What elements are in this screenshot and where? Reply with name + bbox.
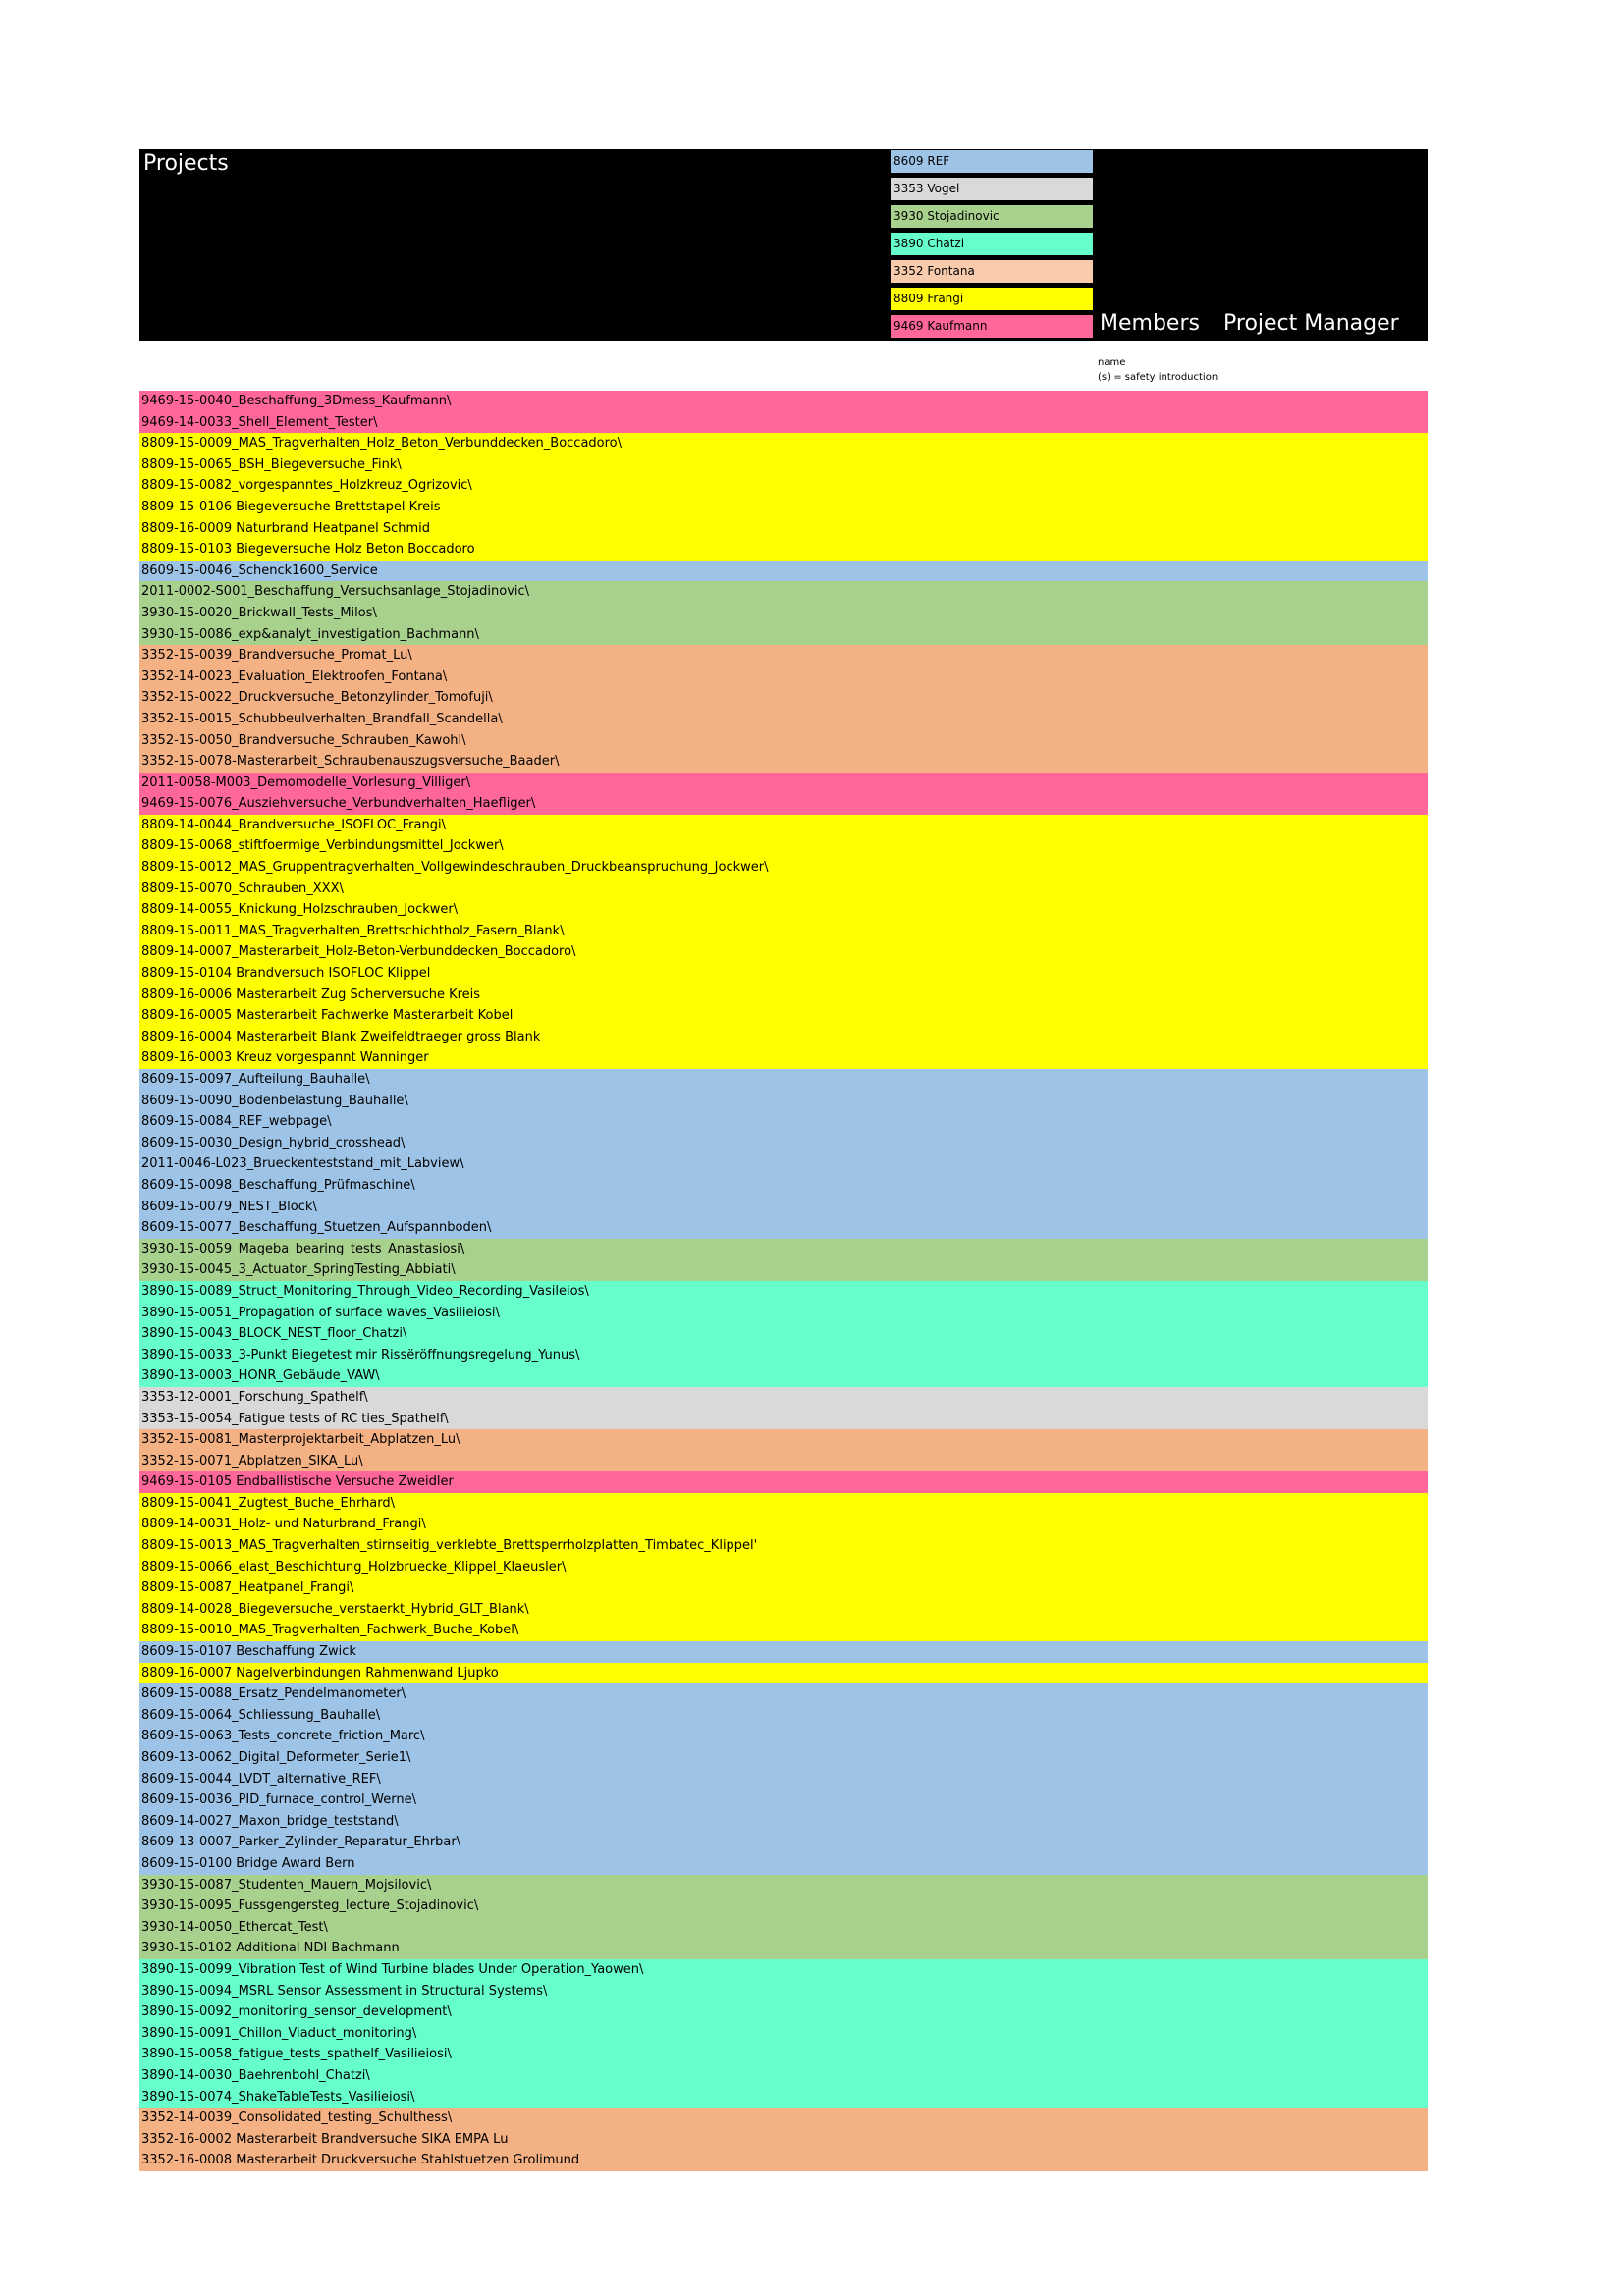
legend-item-3930: 3930 Stojadinovic [890,204,1094,229]
project-row[interactable]: 3352-15-0071_Abplatzen_SIKA_Lu\ [139,1451,1428,1472]
project-row[interactable]: 8609-15-0097_Aufteilung_Bauhalle\ [139,1069,1428,1091]
project-row[interactable]: 3352-15-0022_Druckversuche_Betonzylinder_Tomofuji\ [139,687,1428,709]
project-row[interactable]: 8809-14-0031_Holz- und Naturbrand_Frangi\ [139,1514,1428,1535]
project-row[interactable]: 3890-14-0030_Baehrenbohl_Chatzi\ [139,2065,1428,2087]
project-row[interactable]: 3930-14-0050_Ethercat_Test\ [139,1917,1428,1939]
legend-item-3352: 3352 Fontana [890,259,1094,284]
project-row[interactable]: 3890-15-0043_BLOCK_NEST_floor_Chatzi\ [139,1323,1428,1345]
project-row[interactable]: 8809-15-0087_Heatpanel_Frangi\ [139,1577,1428,1599]
members-column-label: Members [1100,311,1200,336]
project-row[interactable]: 9469-14-0033_Shell_Element_Tester\ [139,412,1428,434]
project-row[interactable]: 8809-16-0005 Masterarbeit Fachwerke Masterarbeit Kobel [139,1005,1428,1027]
project-row[interactable]: 8809-15-0104 Brandversuch ISOFLOC Klippel [139,963,1428,985]
project-row[interactable]: 8809-15-0065_BSH_Biegeversuche_Fink\ [139,454,1428,476]
project-row[interactable]: 3352-15-0078-Masterarbeit_Schraubenauszugsversuche_Baader\ [139,751,1428,773]
project-row[interactable]: 8809-16-0007 Nagelverbindungen Rahmenwand Ljupko [139,1663,1428,1684]
project-row[interactable]: 2011-0046-L023_Brueckenteststand_mit_Labview\ [139,1153,1428,1175]
project-row[interactable]: 3930-15-0087_Studenten_Mauern_Mojsilovic\ [139,1875,1428,1896]
project-row[interactable]: 8609-15-0100 Bridge Award Bern [139,1853,1428,1875]
project-row[interactable]: 3890-15-0051_Propagation of surface waves_Vasilieiosi\ [139,1303,1428,1324]
project-row[interactable]: 8609-15-0098_Beschaffung_Prüfmaschine\ [139,1175,1428,1197]
project-row[interactable]: 8809-15-0041_Zugtest_Buche_Ehrhard\ [139,1493,1428,1515]
legend-item-3890: 3890 Chatzi [890,232,1094,256]
project-row[interactable]: 8609-15-0090_Bodenbelastung_Bauhalle\ [139,1091,1428,1112]
project-row[interactable]: 8609-15-0077_Beschaffung_Stuetzen_Aufspannboden\ [139,1217,1428,1239]
project-row[interactable]: 8609-13-0062_Digital_Deformeter_Serie1\ [139,1747,1428,1769]
project-row[interactable]: 3890-15-0033_3-Punkt Biegetest mir Rissëröffnungsregelung_Yunus\ [139,1345,1428,1366]
project-row[interactable]: 8809-15-0013_MAS_Tragverhalten_stirnseitig_verklebte_Brettsperrholzplatten_Timbatec_Klippel' [139,1535,1428,1557]
color-legend [890,149,1094,339]
project-row[interactable]: 8609-15-0063_Tests_concrete_friction_Marc\ [139,1726,1428,1747]
project-row[interactable]: 9469-15-0040_Beschaffung_3Dmess_Kaufmann\ [139,391,1428,412]
project-row[interactable]: 8809-14-0007_Masterarbeit_Holz-Beton-Verbunddecken_Boccadoro\ [139,941,1428,963]
project-row[interactable]: 8609-15-0079_NEST_Block\ [139,1197,1428,1218]
project-row[interactable]: 3890-15-0058_fatigue_tests_spathelf_Vasilieiosi\ [139,2044,1428,2065]
project-row[interactable]: 3890-13-0003_HONR_Gebäude_VAW\ [139,1365,1428,1387]
project-row[interactable]: 3353-15-0054_Fatigue tests of RC ties_Spathelf\ [139,1409,1428,1430]
note-name: name [1098,357,1126,368]
page-title: Projects [143,151,229,176]
project-row[interactable]: 8809-15-0103 Biegeversuche Holz Beton Boccadoro [139,539,1428,561]
project-row[interactable]: 8809-15-0012_MAS_Gruppentragverhalten_Vollgewindeschrauben_Druckbeanspruchung_Jockwer\ [139,857,1428,879]
project-row[interactable]: 3352-15-0015_Schubbeulverhalten_Brandfall_Scandella\ [139,709,1428,730]
legend-item-8809: 8809 Frangi [890,287,1094,311]
project-row[interactable]: 8609-15-0084_REF_webpage\ [139,1111,1428,1133]
note-safety-introduction: (s) = safety introduction [1098,372,1218,383]
project-row[interactable]: 8809-16-0006 Masterarbeit Zug Scherversuche Kreis [139,985,1428,1006]
project-row[interactable]: 8609-15-0107 Beschaffung Zwick [139,1641,1428,1663]
project-row[interactable]: 9469-15-0076_Ausziehversuche_Verbundverhalten_Haefliger\ [139,793,1428,815]
projects-list [139,391,1428,2171]
project-row[interactable]: 8809-15-0070_Schrauben_XXX\ [139,879,1428,900]
project-row[interactable]: 8609-13-0007_Parker_Zylinder_Reparatur_Ehrbar\ [139,1832,1428,1853]
project-row[interactable]: 8609-15-0036_PID_furnace_control_Werne\ [139,1789,1428,1811]
project-row[interactable]: 8609-14-0027_Maxon_bridge_teststand\ [139,1811,1428,1833]
project-row[interactable]: 3352-16-0002 Masterarbeit Brandversuche SIKA EMPA Lu [139,2129,1428,2151]
project-row[interactable]: 3352-15-0081_Masterprojektarbeit_Abplatzen_Lu\ [139,1429,1428,1451]
project-row[interactable]: 8809-15-0068_stiftfoermige_Verbindungsmittel_Jockwer\ [139,835,1428,857]
project-row[interactable]: 3930-15-0086_exp&analyt_investigation_Bachmann\ [139,624,1428,646]
project-row[interactable]: 8809-16-0003 Kreuz vorgespannt Wanninger [139,1047,1428,1069]
project-row[interactable]: 8609-15-0044_LVDT_alternative_REF\ [139,1769,1428,1790]
project-row[interactable]: 3352-14-0039_Consolidated_testing_Schulthess\ [139,2108,1428,2129]
legend-item-3353: 3353 Vogel [890,177,1094,201]
legend-item-9469: 9469 Kaufmann [890,314,1094,339]
project-row[interactable]: 3352-15-0050_Brandversuche_Schrauben_Kawohl\ [139,730,1428,752]
project-row[interactable]: 8809-14-0044_Brandversuche_ISOFLOC_Frangi\ [139,815,1428,836]
project-row[interactable]: 3930-15-0020_Brickwall_Tests_Milos\ [139,603,1428,624]
project-row[interactable]: 3890-15-0099_Vibration Test of Wind Turbine blades Under Operation_Yaowen\ [139,1959,1428,1981]
project-row[interactable]: 3352-14-0023_Evaluation_Elektroofen_Fontana\ [139,667,1428,688]
project-row[interactable]: 3352-15-0039_Brandversuche_Promat_Lu\ [139,645,1428,667]
project-row[interactable]: 8809-15-0066_elast_Beschichtung_Holzbruecke_Klippel_Klaeusler\ [139,1557,1428,1578]
project-row[interactable]: 3352-16-0008 Masterarbeit Druckversuche Stahlstuetzen Grolimund [139,2150,1428,2171]
projects-sheet [139,149,1428,2168]
project-row[interactable]: 3930-15-0045_3_Actuator_SpringTesting_Abbiati\ [139,1259,1428,1281]
legend-item-8609: 8609 REF [890,149,1094,174]
project-row[interactable]: 3890-15-0089_Struct_Monitoring_Through_Video_Recording_Vasileios\ [139,1281,1428,1303]
project-manager-column-label: Project Manager [1223,311,1399,336]
project-row[interactable]: 8609-15-0030_Design_hybrid_crosshead\ [139,1133,1428,1154]
header-block [139,149,1428,341]
project-row[interactable]: 8609-15-0064_Schliessung_Bauhalle\ [139,1705,1428,1727]
project-row[interactable]: 8809-15-0011_MAS_Tragverhalten_Brettschichtholz_Fasern_Blank\ [139,921,1428,942]
project-row[interactable]: 8809-15-0009_MAS_Tragverhalten_Holz_Beton_Verbunddecken_Boccadoro\ [139,433,1428,454]
project-row[interactable]: 2011-0058-M003_Demomodelle_Vorlesung_Villiger\ [139,773,1428,794]
project-row[interactable]: 8809-16-0004 Masterarbeit Blank Zweifeldtraeger gross Blank [139,1027,1428,1048]
legend-notes [1098,355,1218,385]
project-row[interactable]: 8809-15-0082_vorgespanntes_Holzkreuz_Ogrizovic\ [139,475,1428,497]
project-row[interactable]: 9469-15-0105 Endballistische Versuche Zweidler [139,1471,1428,1493]
project-row[interactable]: 8809-14-0055_Knickung_Holzschrauben_Jockwer\ [139,899,1428,921]
project-row[interactable]: 2011-0002-S001_Beschaffung_Versuchsanlage_Stojadinovic\ [139,581,1428,603]
project-row[interactable]: 8809-14-0028_Biegeversuche_verstaerkt_Hybrid_GLT_Blank\ [139,1599,1428,1621]
project-row[interactable]: 3930-15-0059_Mageba_bearing_tests_Anastasiosi\ [139,1239,1428,1260]
project-row[interactable]: 3890-15-0091_Chillon_Viaduct_monitoring\ [139,2023,1428,2045]
project-row[interactable]: 3890-15-0074_ShakeTableTests_Vasilieiosi\ [139,2087,1428,2109]
project-row[interactable]: 8809-15-0106 Biegeversuche Brettstapel Kreis [139,497,1428,518]
project-row[interactable]: 8809-16-0009 Naturbrand Heatpanel Schmid [139,518,1428,540]
project-row[interactable]: 8609-15-0088_Ersatz_Pendelmanometer\ [139,1683,1428,1705]
project-row[interactable]: 3890-15-0094_MSRL Sensor Assessment in Structural Systems\ [139,1981,1428,2002]
project-row[interactable]: 3353-12-0001_Forschung_Spathelf\ [139,1387,1428,1409]
project-row[interactable]: 8809-15-0010_MAS_Tragverhalten_Fachwerk_Buche_Kobel\ [139,1620,1428,1641]
project-row[interactable]: 8609-15-0046_Schenck1600_Service [139,561,1428,582]
project-row[interactable]: 3930-15-0095_Fussgengersteg_lecture_Stojadinovic\ [139,1896,1428,1917]
project-row[interactable]: 3930-15-0102 Additional NDI Bachmann [139,1938,1428,1959]
project-row[interactable]: 3890-15-0092_monitoring_sensor_development\ [139,2002,1428,2023]
